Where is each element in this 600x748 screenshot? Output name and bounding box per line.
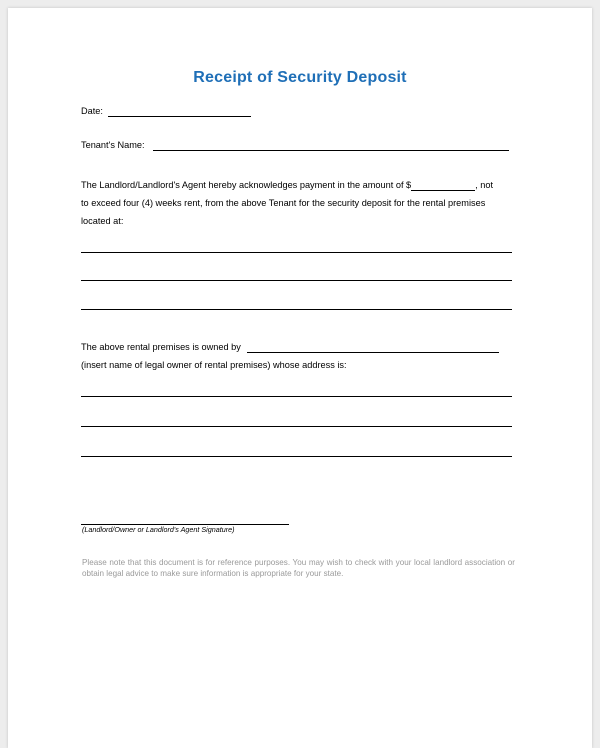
premises-address-line-3[interactable]	[81, 309, 512, 310]
premises-address-line-1[interactable]	[81, 252, 512, 253]
ack-line-1-end: , not	[475, 180, 494, 190]
tenant-name-field[interactable]	[153, 141, 509, 151]
tenant-name-label: Tenant's Name:	[81, 140, 145, 150]
owner-name-field[interactable]	[247, 343, 499, 353]
ack-line-3: located at:	[81, 216, 124, 226]
amount-field[interactable]	[411, 181, 475, 191]
document-page	[8, 8, 592, 748]
ack-line-2: to exceed four (4) weeks rent, from the above Tenant for the security deposit for the rental premises	[81, 198, 486, 208]
owner-address-line-1[interactable]	[81, 396, 512, 397]
date-row	[81, 106, 251, 117]
premises-address-line-2[interactable]	[81, 280, 512, 281]
date-field[interactable]	[108, 107, 251, 117]
tenant-row	[81, 140, 509, 151]
owner-instruction: (insert name of legal owner of rental premises) whose address is:	[81, 360, 347, 370]
ack-line-1-start: The Landlord/Landlord's Agent hereby acknowledges payment in the amount of $	[81, 180, 412, 190]
document-title: Receipt of Security Deposit	[193, 69, 407, 86]
owner-address-line-2[interactable]	[81, 426, 512, 427]
ack-line-1	[81, 180, 493, 191]
owner-row	[81, 342, 499, 353]
owner-address-line-3[interactable]	[81, 456, 512, 457]
owned-by-label: The above rental premises is owned by	[81, 342, 241, 352]
reference-note: Please note that this document is for reference purposes. You may wish to check with your local landlord association or obtain legal advice to make sure information is appropriate for your state.	[82, 558, 515, 578]
signature-label: (Landlord/Owner or Landlord's Agent Signature)	[82, 525, 235, 534]
date-label: Date:	[81, 106, 103, 116]
